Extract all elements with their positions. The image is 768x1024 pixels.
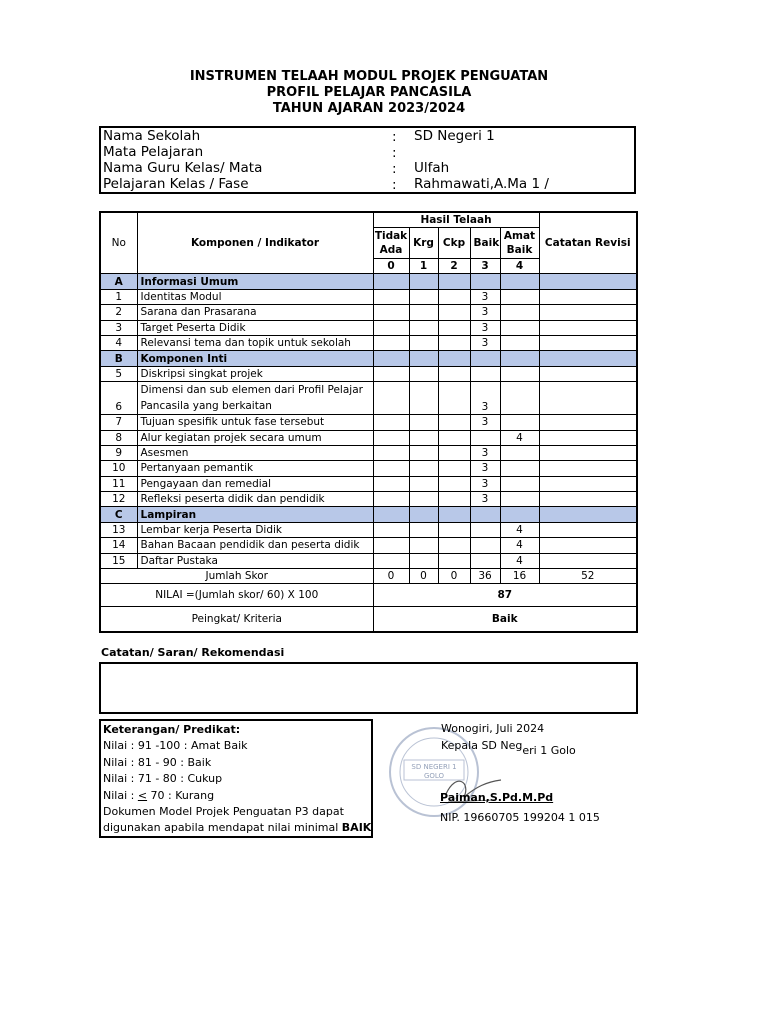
row-catatan xyxy=(539,445,637,460)
section-empty-cell xyxy=(409,507,438,522)
row-score-s3 xyxy=(470,366,500,381)
keterangan-text: Nilai : xyxy=(103,788,138,802)
row-score-s1 xyxy=(409,476,438,491)
row-indicator: Tujuan spesifik untuk fase tersebut xyxy=(137,415,373,430)
score-4: 4 xyxy=(500,259,539,274)
row-indicator: Daftar Pustaka xyxy=(137,553,373,568)
table-row xyxy=(100,305,637,320)
row-score-s4 xyxy=(500,415,539,430)
row-catatan xyxy=(539,335,637,350)
table-row xyxy=(100,382,637,415)
keterangan-box xyxy=(99,719,373,838)
row-score-s2 xyxy=(438,305,470,320)
section-row xyxy=(100,351,637,366)
signature-role-part: Kepala SD Neg xyxy=(441,739,523,752)
keterangan-text: 70 : Kurang xyxy=(147,788,215,802)
row-score-s2 xyxy=(438,289,470,304)
table-row xyxy=(100,430,637,445)
keterangan-text: digunakan apabila mendapat nilai minimal xyxy=(103,821,342,835)
score-1: 1 xyxy=(409,259,438,274)
row-score-s0 xyxy=(373,335,409,350)
row-score-s1 xyxy=(409,335,438,350)
info-row-class xyxy=(103,176,549,193)
row-score-s3 xyxy=(470,522,500,537)
less-equal-symbol: < xyxy=(137,788,148,802)
notes-label: Catatan/ Saran/ Rekomendasi xyxy=(101,646,285,659)
row-catatan xyxy=(539,522,637,537)
section-empty-cell xyxy=(438,274,470,289)
row-score-s0 xyxy=(373,320,409,335)
row-indicator: Asesmen xyxy=(137,445,373,460)
table-row xyxy=(100,320,637,335)
row-indicator: Diskripsi singkat projek xyxy=(137,366,373,381)
row-score-s2 xyxy=(438,415,470,430)
row-no: 11 xyxy=(100,476,137,491)
table-row xyxy=(100,553,637,568)
row-score-s0 xyxy=(373,476,409,491)
row-score-s0 xyxy=(373,366,409,381)
row-score-s3 xyxy=(470,430,500,445)
row-score-s0 xyxy=(373,289,409,304)
row-no: 3 xyxy=(100,320,137,335)
row-score-s1 xyxy=(409,366,438,381)
table-row xyxy=(100,415,637,430)
row-score-s1 xyxy=(409,415,438,430)
row-no: 12 xyxy=(100,492,137,507)
row-indicator: Dimensi dan sub elemen dari Profil Pelajar Pancasila yang berkaitan xyxy=(137,382,373,415)
peringkat-label: Peingkat/ Kriteria xyxy=(100,607,373,633)
row-score-s0 xyxy=(373,553,409,568)
row-score-s2 xyxy=(438,522,470,537)
row-no: 14 xyxy=(100,538,137,553)
keterangan-line: Nilai : 81 - 90 : Baik xyxy=(103,755,212,769)
section-empty-cell xyxy=(539,507,637,522)
signature-name: Paiman,S.Pd.M.Pd xyxy=(440,791,554,804)
row-score-s2 xyxy=(438,335,470,350)
header-no: No xyxy=(100,212,137,274)
row-score-s4 xyxy=(500,382,539,415)
row-no: 10 xyxy=(100,461,137,476)
jumlah-ckp: 0 xyxy=(438,569,470,584)
row-score-s4: 4 xyxy=(500,430,539,445)
header-amat-baik: Amat Baik xyxy=(500,228,539,259)
row-no: 6 xyxy=(100,382,137,415)
row-indicator: Bahan Bacaan pendidik dan peserta didik xyxy=(137,538,373,553)
info-row-school xyxy=(103,128,495,145)
row-catatan xyxy=(539,415,637,430)
table-row xyxy=(100,335,637,350)
jumlah-row xyxy=(100,569,637,584)
row-score-s1 xyxy=(409,522,438,537)
row-score-s0 xyxy=(373,538,409,553)
svg-text:SD NEGERI 1: SD NEGERI 1 xyxy=(411,763,457,771)
row-score-s1 xyxy=(409,445,438,460)
header-komponen: Komponen / Indikator xyxy=(137,212,373,274)
section-code: B xyxy=(100,351,137,366)
info-label: Nama Guru Kelas/ Mata xyxy=(103,160,263,176)
row-score-s4 xyxy=(500,305,539,320)
jumlah-baik: 36 xyxy=(470,569,500,584)
section-row xyxy=(100,507,637,522)
header-krg: Krg xyxy=(409,228,438,259)
row-score-s3 xyxy=(470,538,500,553)
row-score-s0 xyxy=(373,461,409,476)
row-catatan xyxy=(539,476,637,491)
section-empty-cell xyxy=(500,507,539,522)
jumlah-amat: 16 xyxy=(500,569,539,584)
info-value: Ulfah xyxy=(414,160,450,176)
score-0: 0 xyxy=(373,259,409,274)
row-score-s2 xyxy=(438,492,470,507)
info-colon: : xyxy=(392,145,397,161)
table-row xyxy=(100,476,637,491)
row-catatan xyxy=(539,320,637,335)
section-empty-cell xyxy=(470,351,500,366)
row-score-s4 xyxy=(500,492,539,507)
jumlah-tidak: 0 xyxy=(373,569,409,584)
row-score-s2 xyxy=(438,382,470,415)
row-score-s4 xyxy=(500,445,539,460)
score-3: 3 xyxy=(470,259,500,274)
section-title: Informasi Umum xyxy=(137,274,373,289)
row-score-s1 xyxy=(409,320,438,335)
row-score-s4 xyxy=(500,476,539,491)
row-score-s1 xyxy=(409,538,438,553)
row-score-s2 xyxy=(438,320,470,335)
row-no: 15 xyxy=(100,553,137,568)
table-row xyxy=(100,492,637,507)
row-no: 1 xyxy=(100,289,137,304)
row-score-s4 xyxy=(500,335,539,350)
row-score-s3 xyxy=(470,553,500,568)
row-score-s0 xyxy=(373,522,409,537)
peringkat-value: Baik xyxy=(373,607,637,633)
row-score-s0 xyxy=(373,430,409,445)
doc-title-line2: PROFIL PELAJAR PANCASILA xyxy=(266,85,472,100)
jumlah-krg: 0 xyxy=(409,569,438,584)
row-score-s3: 3 xyxy=(470,289,500,304)
section-empty-cell xyxy=(500,351,539,366)
svg-text:GOLO: GOLO xyxy=(423,772,445,780)
row-score-s4: 4 xyxy=(500,538,539,553)
section-empty-cell xyxy=(539,351,637,366)
info-row-subject xyxy=(103,144,397,161)
score-2: 2 xyxy=(438,259,470,274)
table-header-row xyxy=(100,212,637,228)
row-score-s3: 3 xyxy=(470,415,500,430)
nilai-value: 87 xyxy=(373,584,637,607)
section-empty-cell xyxy=(373,351,409,366)
row-catatan xyxy=(539,461,637,476)
table-row xyxy=(100,366,637,381)
signature-place-date: Wonogiri, Juli 2024 xyxy=(441,722,545,735)
row-indicator: Refleksi peserta didik dan pendidik xyxy=(137,492,373,507)
row-score-s2 xyxy=(438,538,470,553)
header-ckp: Ckp xyxy=(438,228,470,259)
section-code: A xyxy=(100,274,137,289)
row-score-s4 xyxy=(500,461,539,476)
row-catatan xyxy=(539,289,637,304)
row-catatan xyxy=(539,382,637,415)
signature-role xyxy=(441,739,576,757)
info-value: Rahmawati,A.Ma 1 / xyxy=(414,176,549,192)
signature-role-part: eri 1 Golo xyxy=(522,744,576,757)
row-no: 13 xyxy=(100,522,137,537)
info-row-teacher xyxy=(103,160,450,177)
review-table xyxy=(99,211,638,633)
section-empty-cell xyxy=(373,274,409,289)
table-row xyxy=(100,461,637,476)
row-catatan xyxy=(539,553,637,568)
peringkat-row xyxy=(100,607,637,633)
row-score-s1 xyxy=(409,492,438,507)
row-indicator: Lembar kerja Peserta Didik xyxy=(137,522,373,537)
section-empty-cell xyxy=(373,507,409,522)
row-catatan xyxy=(539,366,637,381)
jumlah-label: Jumlah Skor xyxy=(100,569,373,584)
notes-box xyxy=(99,662,638,714)
table-row xyxy=(100,445,637,460)
row-score-s2 xyxy=(438,553,470,568)
section-code: C xyxy=(100,507,137,522)
school-stamp-image xyxy=(376,722,506,820)
header-catatan-revisi: Catatan Revisi xyxy=(539,212,637,274)
row-score-s1 xyxy=(409,382,438,415)
row-score-s4 xyxy=(500,289,539,304)
row-no: 5 xyxy=(100,366,137,381)
signature-nip: NIP. 19660705 199204 1 015 xyxy=(440,811,600,824)
row-score-s3: 3 xyxy=(470,382,500,415)
info-colon: : xyxy=(392,177,397,193)
row-score-s4: 4 xyxy=(500,522,539,537)
keterangan-line: Nilai : 91 -100 : Amat Baik xyxy=(103,739,248,753)
row-score-s3: 3 xyxy=(470,461,500,476)
row-score-s1 xyxy=(409,430,438,445)
row-score-s3: 3 xyxy=(470,320,500,335)
row-score-s0 xyxy=(373,382,409,415)
row-score-s2 xyxy=(438,461,470,476)
section-empty-cell xyxy=(470,507,500,522)
school-info-box xyxy=(99,126,636,194)
row-score-s3: 3 xyxy=(470,492,500,507)
row-catatan xyxy=(539,492,637,507)
header-baik: Baik xyxy=(470,228,500,259)
info-value: SD Negeri 1 xyxy=(414,128,495,144)
row-indicator: Pertanyaan pemantik xyxy=(137,461,373,476)
header-hasil-telaah: Hasil Telaah xyxy=(373,212,539,228)
row-score-s0 xyxy=(373,492,409,507)
section-empty-cell xyxy=(438,351,470,366)
section-empty-cell xyxy=(409,351,438,366)
row-score-s2 xyxy=(438,445,470,460)
info-colon: : xyxy=(392,129,397,145)
row-score-s1 xyxy=(409,305,438,320)
row-catatan xyxy=(539,538,637,553)
row-score-s2 xyxy=(438,366,470,381)
row-indicator: Pengayaan dan remedial xyxy=(137,476,373,491)
row-no: 4 xyxy=(100,335,137,350)
row-indicator: Target Peserta Didik xyxy=(137,320,373,335)
row-score-s3: 3 xyxy=(470,335,500,350)
row-indicator: Sarana dan Prasarana xyxy=(137,305,373,320)
row-score-s1 xyxy=(409,289,438,304)
info-label: Pelajaran Kelas / Fase xyxy=(103,176,249,192)
row-no: 7 xyxy=(100,415,137,430)
row-score-s0 xyxy=(373,415,409,430)
nilai-label: NILAI =(Jumlah skor/ 60) X 100 xyxy=(100,584,373,607)
row-indicator: Identitas Modul xyxy=(137,289,373,304)
row-score-s0 xyxy=(373,445,409,460)
table-row xyxy=(100,538,637,553)
row-catatan xyxy=(539,430,637,445)
doc-title-line1: INSTRUMEN TELAAH MODUL PROJEK PENGUATAN xyxy=(189,69,549,84)
table-row xyxy=(100,522,637,537)
info-colon: : xyxy=(392,161,397,177)
row-no: 9 xyxy=(100,445,137,460)
row-score-s2 xyxy=(438,476,470,491)
row-score-s3: 3 xyxy=(470,445,500,460)
row-score-s1 xyxy=(409,461,438,476)
section-empty-cell xyxy=(539,274,637,289)
doc-title-line3: TAHUN AJARAN 2023/2024 xyxy=(272,101,466,116)
table-row xyxy=(100,289,637,304)
row-indicator: Relevansi tema dan topik untuk sekolah xyxy=(137,335,373,350)
keterangan-line xyxy=(103,788,369,804)
row-score-s1 xyxy=(409,553,438,568)
info-label: Mata Pelajaran xyxy=(103,144,204,160)
section-row xyxy=(100,274,637,289)
section-empty-cell xyxy=(470,274,500,289)
row-score-s3: 3 xyxy=(470,476,500,491)
row-catatan xyxy=(539,305,637,320)
nilai-row xyxy=(100,584,637,607)
row-no: 2 xyxy=(100,305,137,320)
keterangan-line: Dokumen Model Projek Penguatan P3 dapat xyxy=(103,805,344,819)
header-tidak-ada: Tidak Ada xyxy=(373,228,409,259)
info-label: Nama Sekolah xyxy=(103,128,201,144)
row-score-s4 xyxy=(500,366,539,381)
keterangan-title: Keterangan/ Predikat: xyxy=(103,723,241,736)
row-score-s0 xyxy=(373,305,409,320)
row-indicator: Alur kegiatan projek secara umum xyxy=(137,430,373,445)
keterangan-line: Nilai : 71 - 80 : Cukup xyxy=(103,772,223,786)
section-empty-cell xyxy=(409,274,438,289)
section-empty-cell xyxy=(438,507,470,522)
section-empty-cell xyxy=(500,274,539,289)
section-title: Lampiran xyxy=(137,507,373,522)
keterangan-line xyxy=(103,820,372,836)
row-score-s4: 4 xyxy=(500,553,539,568)
row-no: 8 xyxy=(100,430,137,445)
row-score-s3: 3 xyxy=(470,305,500,320)
jumlah-total: 52 xyxy=(539,569,637,584)
row-score-s2 xyxy=(438,430,470,445)
keterangan-emphasis: BAIK xyxy=(341,821,372,835)
section-title: Komponen Inti xyxy=(137,351,373,366)
row-score-s4 xyxy=(500,320,539,335)
